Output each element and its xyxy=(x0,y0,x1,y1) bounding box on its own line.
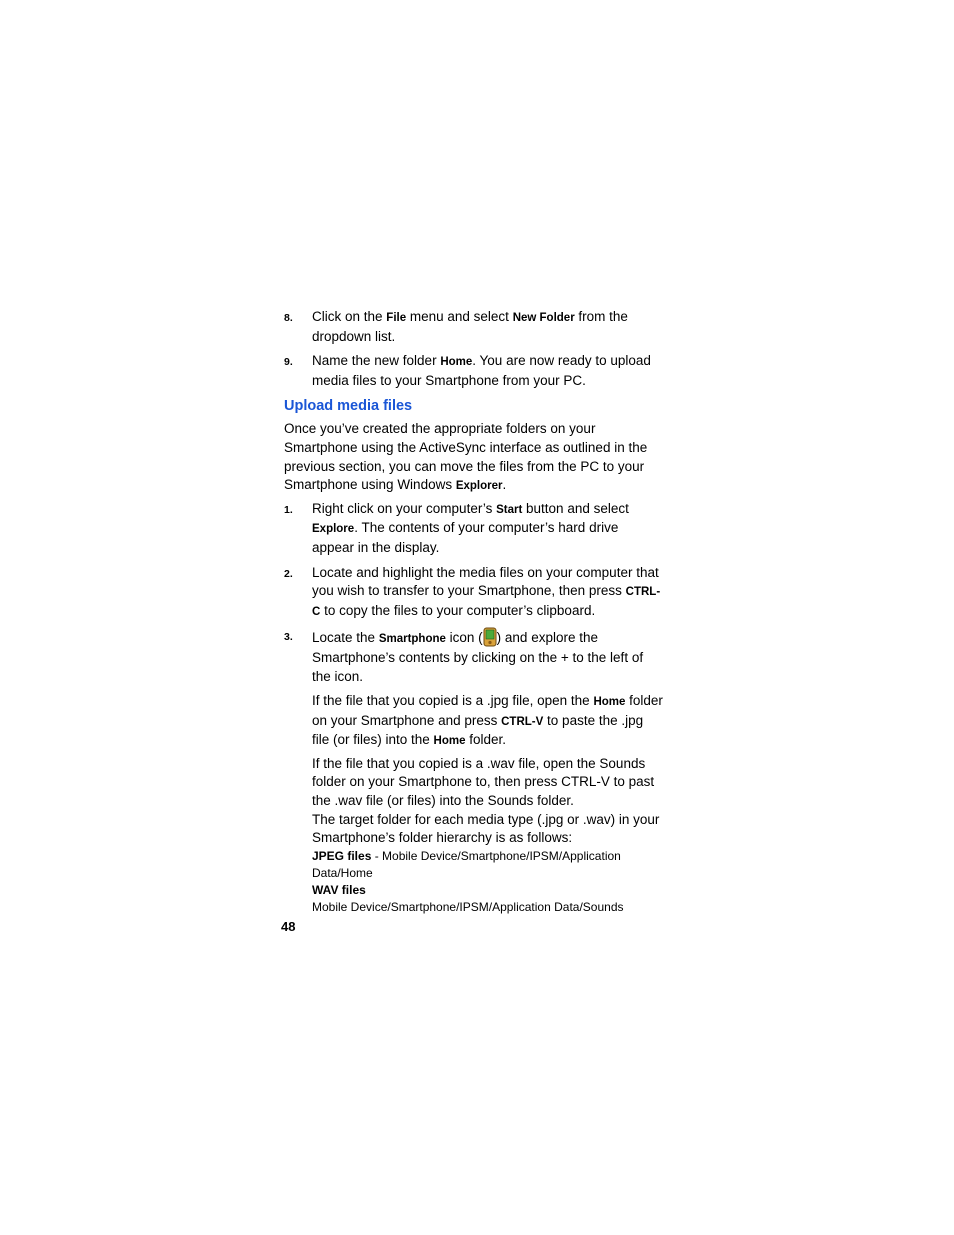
jpg-paragraph: If the file that you copied is a .jpg file, open the Home folder on your Smartphone and press CTRL-V to paste the .jpg file (or files) into the Home folder. xyxy=(312,693,663,748)
ctrl-c-label: CTRL-C xyxy=(312,586,661,618)
intro-paragraph: Once you’ve created the appropriate folders on your Smartphone using the ActiveSync interface as outlined in the previous section, you can move the files from the PC to your Smartphone using Windows Explorer. xyxy=(284,421,648,493)
step-number: 9. xyxy=(284,356,293,369)
explorer-label: Explorer xyxy=(455,480,503,493)
section-title: Upload media files xyxy=(284,398,413,415)
step-number: 8. xyxy=(284,312,293,324)
step-number: 1. xyxy=(284,503,293,516)
step-3: 3. Locate the Smartphone icon ( ) and explore the Smartphone’s contents by clicking on the + to the left of the icon. xyxy=(284,627,664,686)
media-instructions xyxy=(284,692,664,916)
step-9: 9. Name the new folder Home. You are now ready to upload media files to your Smartphone from your PC. xyxy=(284,353,651,388)
home-folder-label: Home xyxy=(440,356,473,369)
page-number: 48 xyxy=(281,919,296,934)
file-menu-label: File xyxy=(386,312,407,324)
new-folder-label: New Folder xyxy=(512,312,575,324)
explore-label: Explore xyxy=(312,523,355,536)
home-folder-label: Home xyxy=(433,735,466,748)
smartphone-label: Smartphone xyxy=(378,633,446,646)
start-label: Start xyxy=(496,503,523,516)
step-number: 2. xyxy=(284,567,293,580)
target-paragraph: The target folder for each media type (.jpg or .wav) in your Smartphone’s folder hierarchy is as follows: xyxy=(312,811,660,846)
wav-paragraph: If the file that you copied is a .wav file, open the Sounds folder on your Smartphone to, then press CTRL-V to past the .wav file (or files) into the Sounds folder. xyxy=(312,755,655,809)
home-folder-label: Home xyxy=(593,696,626,709)
jpeg-files-label: JPEG files xyxy=(312,848,372,863)
step-1: 1. Right click on your computer’s Start button and select Explore. The contents of your computer’s hard drive appear in the display. xyxy=(284,500,629,555)
ctrl-v-label: CTRL-V xyxy=(501,715,544,728)
step-2: 2. Locate and highlight the media files on your computer that you wish to transfer to your Smartphone, then press CTRL-C to copy the files to your computer’s clipboard. xyxy=(284,564,661,618)
step-8: 8. Click on the File menu and select New Folder from the dropdown list. xyxy=(284,309,628,344)
wav-files-path: Mobile Device/Smartphone/IPSM/Application Data/Sounds xyxy=(312,899,624,914)
step-number: 3. xyxy=(284,631,293,644)
smartphone-icon xyxy=(483,627,497,647)
page-content xyxy=(284,308,664,916)
jpeg-files-path: JPEG files - Mobile Device/Smartphone/IPSM/Application Data/Home xyxy=(312,848,621,880)
wav-files-label: WAV files xyxy=(312,882,366,897)
